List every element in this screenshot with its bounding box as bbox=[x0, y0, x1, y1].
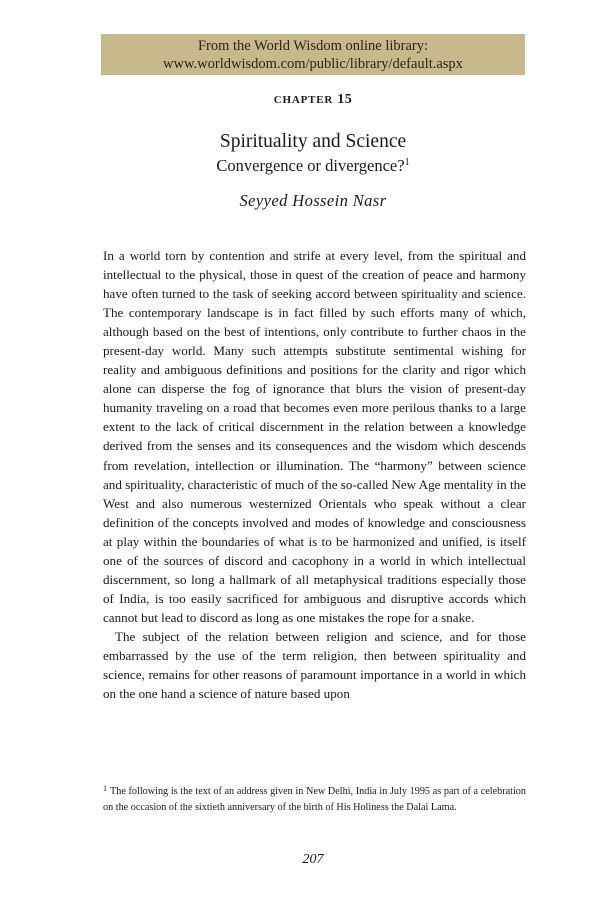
footnote-text: The following is the text of an address given in New Delhi, India in July 1995 as part of a celebration on the occasion of the sixtieth anniversary of the birth of His Holiness the Dalai Lama. bbox=[103, 786, 526, 813]
body-text bbox=[103, 246, 526, 703]
chapter-number: 15 bbox=[337, 92, 353, 107]
chapter-title: Spirituality and Science bbox=[219, 131, 407, 152]
paragraph-1: In a world torn by contention and strife at every level, from the spiritual and intellectual to the physical, those in quest of the creation of peace and harmony have often turned to the task of seeking accord between spirituality and science. The contemporary landscape is in fact filled by such efforts many of which, although based on the best of intentions, only contribute to further chaos in the present-day world. Many such attempts substitute sentimental wishing for reality and ambiguous definitions and positions for the clarity and rigor which alone can disperse the fog of ignorance that blurs the vision of present-day humanity traveling on a road that becomes even more perilous thanks to a large extent to the lack of critical discernment in the relation between a knowledge derived from the senses and its consequences and the wisdom which descends from revelation, intellection or illumination. The “harmony” between science and spirituality, characteristic of much of the so-called New Age mentality in the West and also numerous westernized Orientals who speak without a clear definition of the concepts involved and modes of knowledge and consciousness at play within the boundaries of what is to be harmonized and unified, is itself one of the sources of discord and cacophony in a world in which intellectual discernment, so long a hallmark of all metaphysical traditions especially those of India, is too easily sacrificed for ambiguous and disruptive accords which cannot but lead to discord as long as one mistakes the rope for a snake. bbox=[103, 248, 526, 625]
footnote-reference[interactable]: 1 bbox=[404, 157, 410, 168]
paragraph-2: The subject of the relation between religion and science, and for those embarrassed by the use of the term religion, then between spirituality and science, remains for other reasons of paramount importance in a world in which on the one hand a science of nature based upon bbox=[103, 628, 526, 702]
subtitle-text: Convergence or divergence? bbox=[216, 156, 405, 175]
author-name: Seyyed Hossein Nasr bbox=[239, 191, 387, 210]
chapter-heading bbox=[0, 92, 600, 108]
library-banner bbox=[101, 34, 525, 75]
footnote bbox=[103, 781, 526, 816]
page-number: 207 bbox=[302, 852, 324, 867]
chapter-label: CHAPTER bbox=[273, 94, 334, 106]
footnote-marker: 1 bbox=[103, 784, 107, 793]
banner-line-1: From the World Wisdom online library: bbox=[197, 38, 429, 54]
banner-url[interactable]: www.worldwisdom.com/public/library/default.aspx bbox=[163, 56, 463, 72]
chapter-subtitle bbox=[0, 153, 600, 176]
